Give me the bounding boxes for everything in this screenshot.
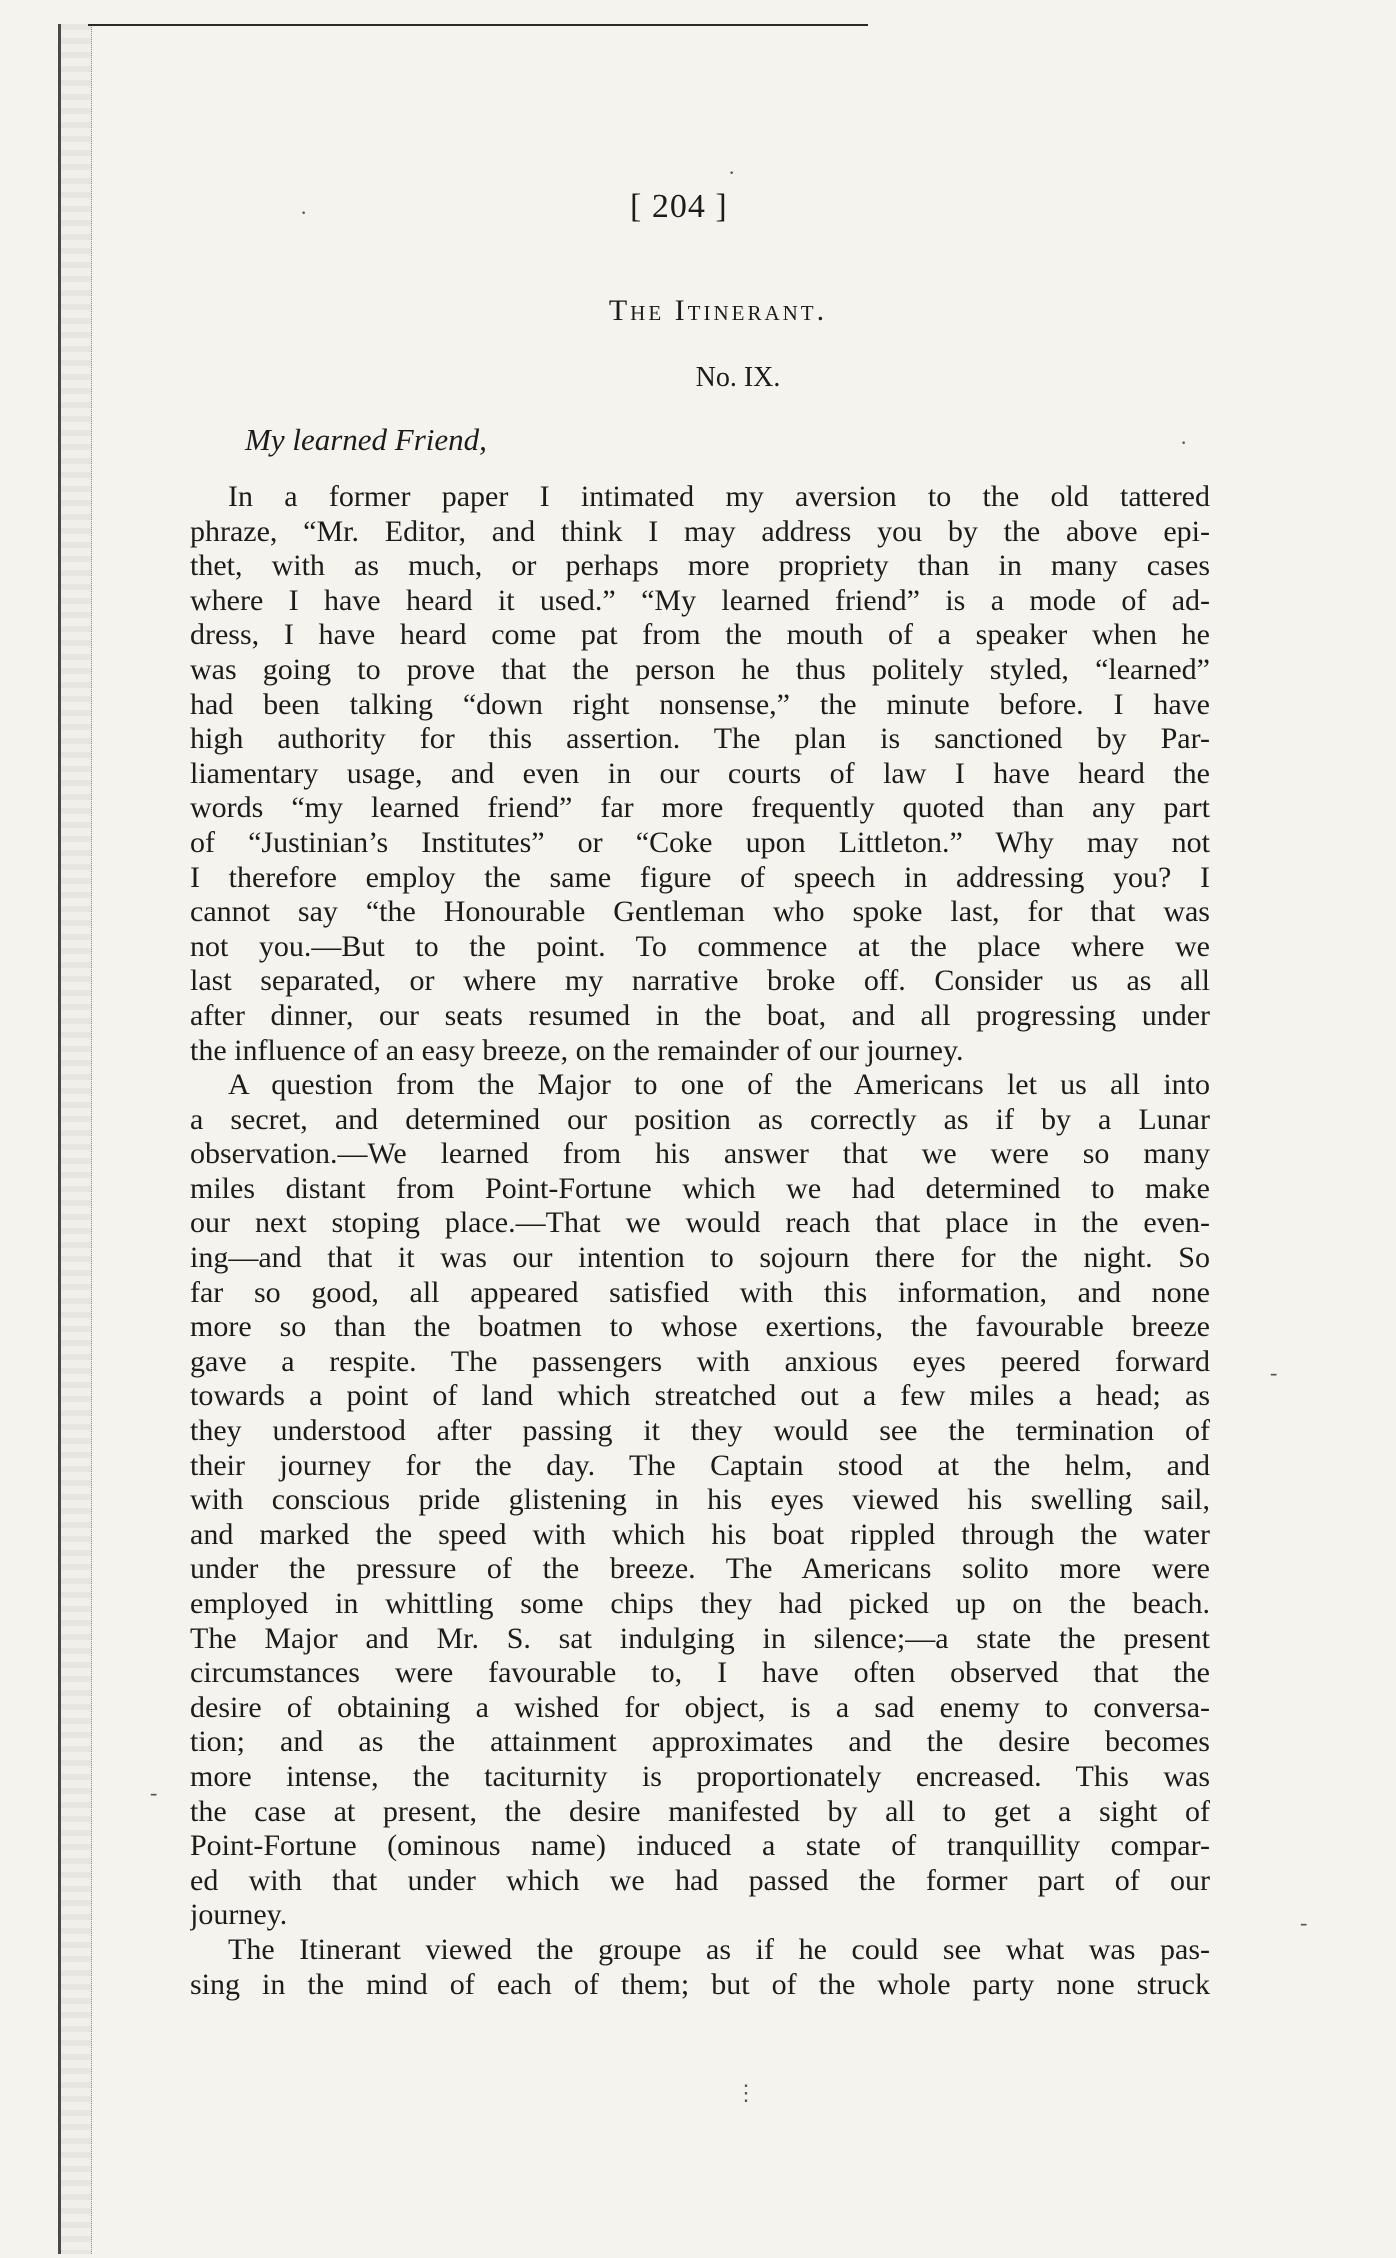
text-line: high authority for this assertion. The plan is sanctioned by Par- [190, 722, 1210, 756]
text-line: more so than the boatmen to whose exertions, the favourable breeze [190, 1310, 1210, 1344]
text-line: under the pressure of the breeze. The Americans solito more were [190, 1552, 1210, 1586]
text-line: after dinner, our seats resumed in the boat, and all progressing under [190, 998, 1210, 1032]
text-line: In a former paper I intimated my aversion to the old tattered [228, 480, 1210, 513]
text-line: last separated, or where my narrative broke off. Consider us as all [190, 964, 1210, 998]
text-line: their journey for the day. The Captain stood at the helm, and [190, 1448, 1210, 1482]
text-line: sing in the mind of each of them; but of the whole party none struck [190, 1967, 1210, 2001]
text-line: phraze, “Mr. Editor, and think I may address you by the above epi- [190, 514, 1210, 548]
text-line: thet, with as much, or perhaps more propriety than in many cases [190, 549, 1210, 583]
text-line: where I have heard it used.” “My learned friend” is a mode of ad- [190, 583, 1210, 617]
print-speck: - [150, 1780, 158, 1805]
text-line: ed with that under which we had passed the former part of our [190, 1863, 1210, 1897]
print-speck: - [1300, 1910, 1308, 1935]
print-speck: - [1270, 1360, 1278, 1385]
text-line: dress, I have heard come pat from the mouth of a speaker when he [190, 618, 1210, 652]
text-line: with conscious pride glistening in his eyes viewed his swelling sail, [190, 1483, 1210, 1517]
page-number-header: [ 204 ] [630, 188, 728, 225]
text-line: more intense, the taciturnity is proportionately encreased. This was [190, 1759, 1210, 1793]
text-line: ing—and that it was our intention to sojourn there for the night. So [190, 1241, 1210, 1275]
text-line: tion; and as the attainment approximates and the desire becomes [190, 1725, 1210, 1759]
text-line: had been talking “down right nonsense,” the minute before. I have [190, 687, 1210, 721]
text-line: miles distant from Point-Fortune which we had determined to make [190, 1171, 1210, 1205]
text-line: Point-Fortune (ominous name) induced a state of tranquillity compar- [190, 1829, 1210, 1863]
text-line: was going to prove that the person he thus politely styled, “learned” [190, 652, 1210, 686]
top-rule [88, 24, 868, 26]
text-line: our next stoping place.—That we would reach that place in the even- [190, 1206, 1210, 1240]
article-title: The Itinerant. [608, 294, 828, 327]
text-line: circumstances were favourable to, I have often observed that the [190, 1656, 1210, 1690]
printer-mark: ⋮ [735, 2080, 757, 2105]
text-line: far so good, all appeared satisfied with this information, and none [190, 1275, 1210, 1309]
text-line: The Itinerant viewed the groupe as if he could see what was pas- [228, 1932, 1210, 1966]
text-line: I therefore employ the same figure of speech in addressing you? I [190, 860, 1210, 894]
text-line: journey. [190, 1898, 288, 1932]
text-line: gave a respite. The passengers with anxious eyes peered forward [190, 1344, 1210, 1378]
text-line: words “my learned friend” far more frequently quoted than any part [190, 791, 1210, 825]
salutation: My learned Friend, [245, 422, 487, 457]
text-line: not you.—But to the point. To commence at the place where we [190, 929, 1210, 963]
text-line: The Major and Mr. S. sat indulging in silence;—a state the present [190, 1621, 1210, 1655]
print-speck: · [728, 160, 736, 185]
text-line: of “Justinian’s Institutes” or “Coke upon Littleton.” Why may not [190, 825, 1210, 859]
text-line: a secret, and determined our position as correctly as if by a Lunar [190, 1102, 1210, 1136]
text-line: desire of obtaining a wished for object, is a sad enemy to conversa- [190, 1690, 1210, 1724]
print-speck: · [1180, 430, 1188, 455]
text-line: A question from the Major to one of the Americans let us all into [228, 1068, 1210, 1102]
binding-spine [58, 24, 92, 2254]
text-line: observation.—We learned from his answer that we were so many [190, 1137, 1210, 1171]
print-speck: · [300, 200, 308, 225]
text-line: towards a point of land which streatched out a few miles a head; as [190, 1379, 1210, 1413]
text-line: and marked the speed with which his boat rippled through the water [190, 1517, 1210, 1551]
text-line: the case at present, the desire manifested by all to get a sight of [190, 1794, 1210, 1828]
text-line: employed in whittling some chips they had picked up on the beach. [190, 1587, 1210, 1620]
article-number: No. IX. [695, 362, 781, 393]
text-line: liamentary usage, and even in our courts of law I have heard the [190, 756, 1210, 790]
article-body [190, 480, 1210, 2002]
text-line: they understood after passing it they would see the termination of [190, 1414, 1210, 1448]
text-line: the influence of an easy breeze, on the remainder of our journey. [190, 1033, 964, 1067]
text-line: cannot say “the Honourable Gentleman who spoke last, for that was [190, 895, 1210, 929]
